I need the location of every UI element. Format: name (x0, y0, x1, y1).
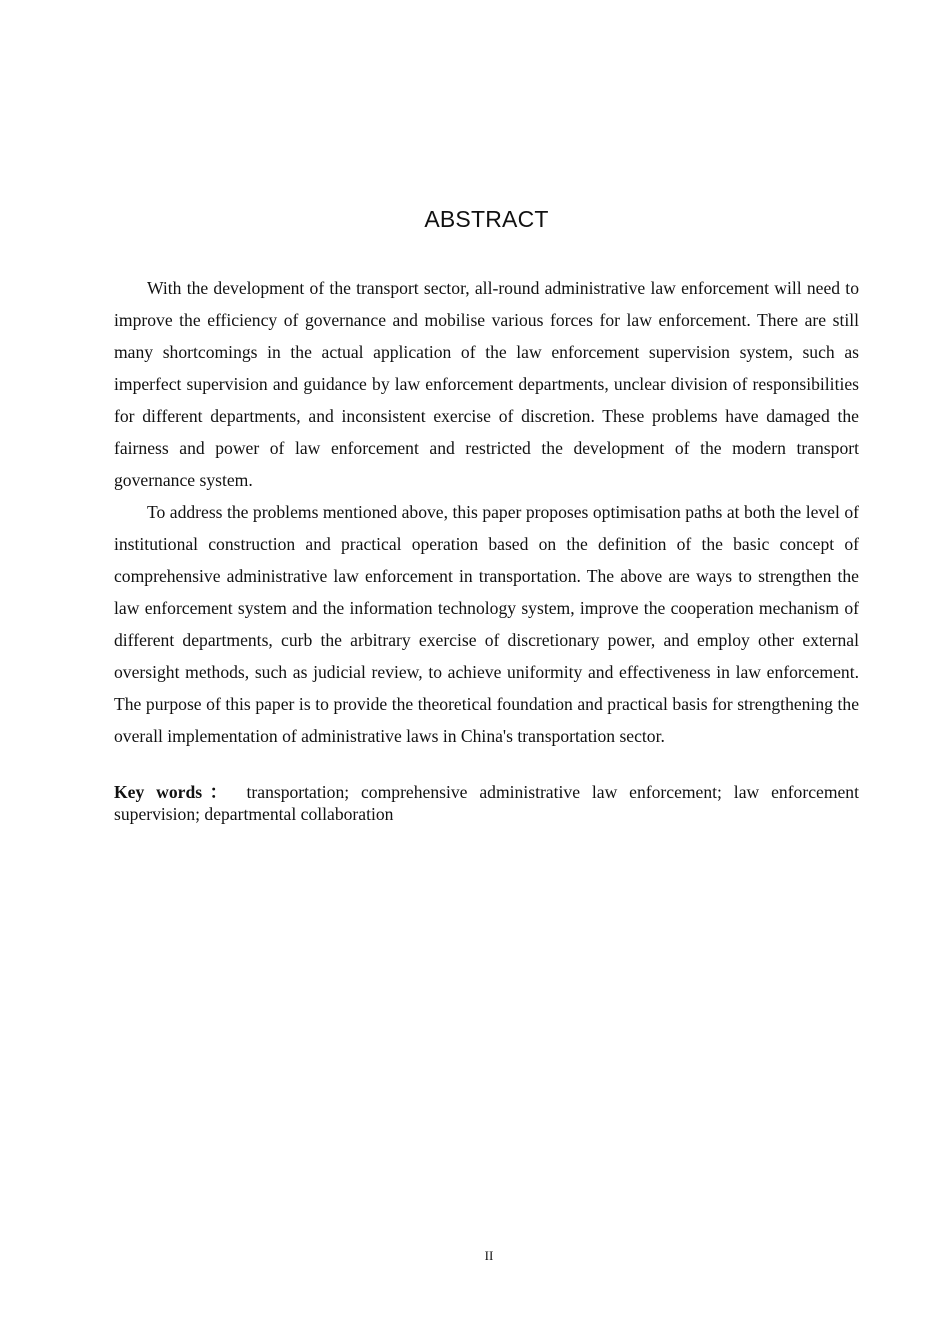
abstract-paragraph-1: With the development of the transport sector, all-round administrative law enforcement will need to improve the efficiency of governance and mobilise various forces for law enforcement. There are still many shortcomings in the actual application of the law enforcement supervision system, such as imperfect supervision and guidance by law enforcement departments, unclear division of responsibilities for different departments, and inconsistent exercise of discretion. These problems have damaged the fairness and power of law enforcement and restricted the development of the modern transport governance system. (114, 278, 859, 490)
abstract-body (114, 272, 859, 752)
abstract-paragraph-2: To address the problems mentioned above, this paper proposes optimisation paths at both the level of institutional construction and practical operation based on the definition of the basic concept of comprehensive administrative law enforcement in transportation. The above are ways to strengthen the law enforcement system and the information technology system, improve the cooperation mechanism of different departments, curb the arbitrary exercise of discretionary power, and employ other external oversight methods, such as judicial review, to achieve uniformity and effectiveness in law enforcement. The purpose of this paper is to provide the theoretical foundation and practical basis for strengthening the overall implementation of administrative laws in China's transportation sector. (114, 502, 859, 746)
keywords-label: Key words： (114, 782, 235, 802)
abstract-title: ABSTRACT (424, 206, 549, 232)
page-number: II (484, 1248, 494, 1263)
keywords-text: transportation; comprehensive administrative law enforcement; law enforcement supervision; departmental collaboration (114, 782, 859, 824)
keywords-line (114, 781, 859, 825)
